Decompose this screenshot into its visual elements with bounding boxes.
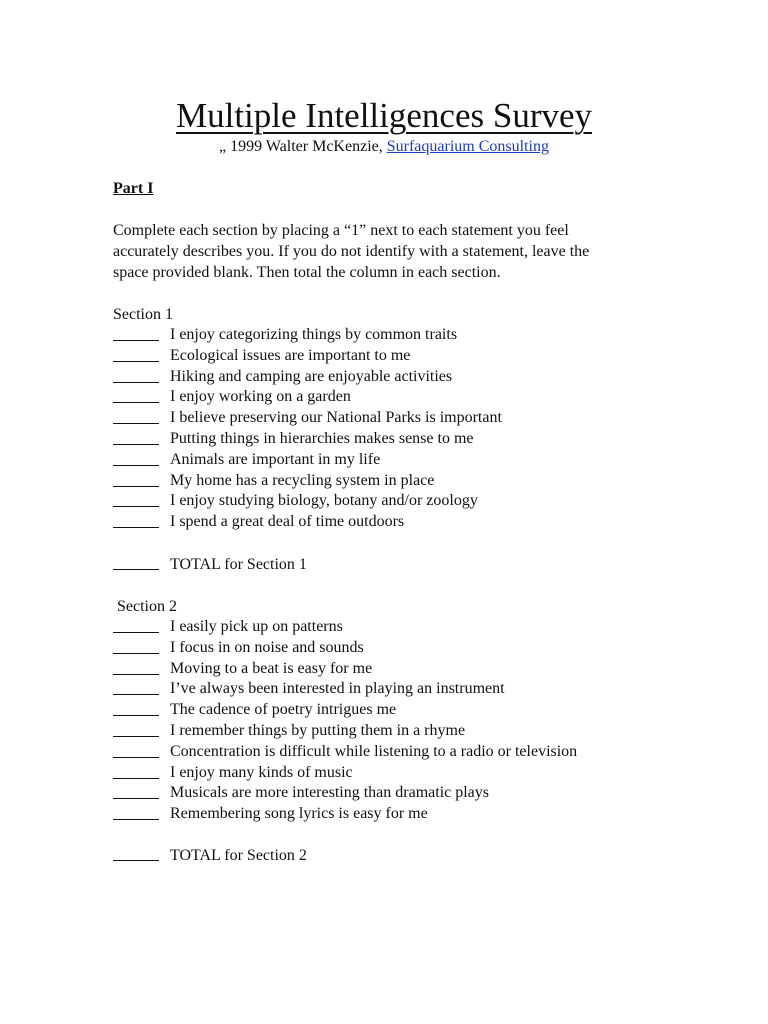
credit-text: „ 1999 Walter McKenzie, (219, 138, 387, 155)
list-item (113, 783, 490, 804)
list-item (113, 804, 428, 825)
statement-text: My home has a recycling system in place (170, 471, 435, 489)
statement-text: I enjoy working on a garden (170, 388, 351, 406)
list-item (113, 450, 381, 471)
answer-blank[interactable] (113, 408, 159, 424)
statement-text: I enjoy many kinds of music (170, 763, 353, 781)
list-item (113, 429, 474, 450)
answer-blank[interactable] (113, 783, 159, 799)
author-credit (0, 136, 768, 158)
answer-blank[interactable] (113, 700, 159, 716)
statement-text: Ecological issues are important to me (170, 346, 411, 364)
answer-blank[interactable] (113, 659, 159, 675)
answer-blank[interactable] (113, 450, 159, 466)
answer-blank[interactable] (113, 471, 159, 487)
section-1-list (113, 325, 502, 533)
answer-blank[interactable] (113, 763, 159, 779)
list-item (113, 763, 353, 784)
answer-blank[interactable] (113, 721, 159, 737)
answer-blank[interactable] (113, 429, 159, 445)
list-item (113, 638, 364, 659)
list-item (113, 367, 453, 388)
section-1-total (113, 554, 513, 575)
statement-text: I easily pick up on patterns (170, 618, 343, 635)
answer-blank[interactable] (113, 387, 159, 403)
statement-text: The cadence of poetry intrigues me (170, 701, 397, 719)
section-1-heading: Section 1 (113, 306, 173, 323)
statement-text: I focus in on noise and sounds (170, 638, 364, 656)
part-label: Part I (113, 180, 154, 197)
statement-text: Animals are important in my life (170, 450, 381, 468)
list-item (113, 408, 502, 429)
list-item (113, 679, 505, 700)
answer-blank[interactable] (113, 367, 159, 383)
answer-blank[interactable] (113, 325, 159, 341)
statement-text: I enjoy studying biology, botany and/or zoology (170, 492, 478, 510)
surfaquarium-link[interactable]: Surfaquarium Consulting (386, 138, 549, 155)
total-blank[interactable] (113, 845, 159, 861)
statement-text: Musicals are more interesting than dramatic plays (170, 784, 490, 802)
instructions-line: accurately describes you. If you do not identify with a statement, leave the (113, 243, 590, 260)
answer-blank[interactable] (113, 679, 159, 695)
statement-text: Remembering song lyrics is easy for me (170, 805, 428, 823)
list-item (113, 721, 466, 742)
statement-text: I remember things by putting them in a rhyme (170, 721, 466, 739)
list-item (113, 387, 351, 408)
list-item (113, 742, 578, 763)
statement-text: Hiking and camping are enjoyable activities (170, 367, 453, 385)
list-item (113, 617, 343, 638)
list-item (113, 700, 397, 721)
statement-text: I’ve always been interested in playing an instrument (170, 680, 505, 698)
list-item (113, 325, 458, 346)
statement-text: Putting things in hierarchies makes sense to me (170, 429, 474, 447)
total-blank[interactable] (113, 554, 159, 570)
page-title: Multiple Intelligences Survey (175, 96, 593, 135)
list-item (113, 346, 411, 367)
instructions (113, 220, 653, 283)
answer-blank[interactable] (113, 491, 159, 507)
statement-text: I believe preserving our National Parks is important (170, 409, 502, 427)
statement-text: Moving to a beat is easy for me (170, 659, 373, 677)
instructions-line: space provided blank. Then total the column in each section. (113, 264, 501, 281)
total-label: TOTAL for Section 1 (170, 556, 307, 573)
answer-blank[interactable] (113, 742, 159, 758)
instructions-line: Complete each section by placing a “1” next to each statement you feel (113, 222, 569, 239)
answer-blank[interactable] (113, 617, 159, 633)
list-item (113, 659, 373, 680)
answer-blank[interactable] (113, 804, 159, 820)
list-item (113, 471, 435, 492)
answer-blank[interactable] (113, 512, 159, 528)
section-2-list (113, 617, 578, 825)
answer-blank[interactable] (113, 638, 159, 654)
statement-text: Concentration is difficult while listening to a radio or television (170, 742, 578, 760)
list-item (113, 491, 478, 512)
answer-blank[interactable] (113, 346, 159, 362)
list-item (113, 512, 405, 533)
total-label: TOTAL for Section 2 (170, 847, 307, 864)
statement-text: I enjoy categorizing things by common traits (170, 326, 458, 343)
section-2-heading: Section 2 (117, 598, 177, 615)
statement-text: I spend a great deal of time outdoors (170, 513, 405, 531)
section-2-total (113, 845, 513, 866)
